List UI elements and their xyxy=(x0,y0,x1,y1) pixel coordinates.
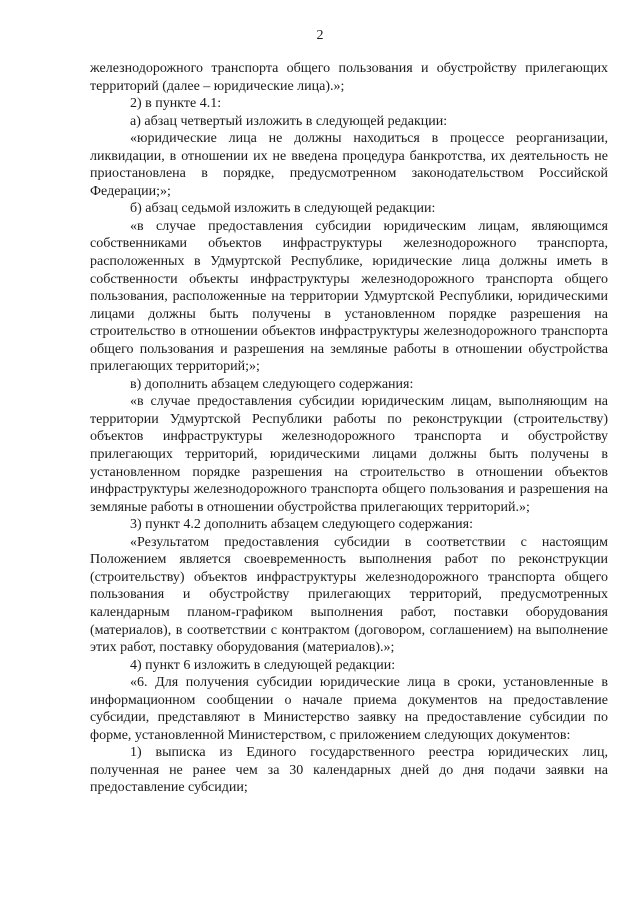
document-body xyxy=(90,60,608,797)
paragraph: «в случае предоставления субсидии юридическим лицам, являющимся собственниками объектов инфраструктуры железнодорожного транспорта, расположенных в Удмуртской Республике, юридические лица должны иметь в собственности объекты инфраструктуры железнодорожного транспорта общего пользования, расположенные на территории Удмуртской Республики, юридическими лицами должны быть получены в установленном порядке разрешения на строительство в отношении объектов инфраструктуры железнодорожного транспорта общего пользования и разрешения на земляные работы в отношении обустройства прилегающих территорий;»; xyxy=(90,218,608,375)
paragraph: 1) выписка из Единого государственного реестра юридических лиц, полученная не ранее чем за 30 календарных дней до дня подачи заявки на предоставление субсидии; xyxy=(90,745,608,796)
paragraph: 4) пункт 6 изложить в следующей редакции: xyxy=(130,657,396,673)
paragraph: 3) пункт 4.2 дополнить абзацем следующего содержания: xyxy=(130,517,473,533)
paragraph: «в случае предоставления субсидии юридическим лицам, выполняющим на территории Удмуртской Республики работы по реконструкции (строительству) объектов инфраструктуры железнодорожного транспорта и обустройству прилегающих территорий, юридическими лицами должны быть получены в установленном порядке разрешения на строительство в отношении объектов инфраструктуры железнодорожного транспорта общего пользования и разрешения на земляные работы в отношении обустройства прилегающих территорий.»; xyxy=(90,394,608,515)
paragraph: б) абзац седьмой изложить в следующей редакции: xyxy=(130,201,436,217)
paragraph: а) абзац четвертый изложить в следующей редакции: xyxy=(130,113,448,129)
paragraph: «6. Для получения субсидии юридические лица в сроки, установленные в информационном сообщении о начале приема документов на предоставление субсидии, представляют в Министерство заявку на предоставление субсидии по форме, установленной Министерством, с приложением следующих документов: xyxy=(90,675,608,743)
paragraph: «юридические лица не должны находиться в процессе реорганизации, ликвидации, в отношении их не введена процедура банкротства, их деятельность не приостановлена в порядке, предусмотренном законодательством Российской Федерации;»; xyxy=(90,131,608,199)
paragraph: «Результатом предоставления субсидии в соответствии с настоящим Положением является своевременность выполнения работ по реконструкции (строительству) объектов инфраструктуры железнодорожного транспорта общего пользования и обустройству прилегающих территорий, предусмотренных календарным планом-графиком выполнения работ, поставки оборудования (материалов), в соответствии с контрактом (договором, соглашением) на выполнение этих работ, поставку оборудования (материалов).»; xyxy=(90,534,608,656)
paragraph: железнодорожного транспорта общего пользования и обустройству прилегающих территорий (далее – юридические лица).»; xyxy=(90,61,608,94)
paragraph: в) дополнить абзацем следующего содержания: xyxy=(130,376,414,392)
paragraph: 2) в пункте 4.1: xyxy=(130,96,222,112)
page-number: 2 xyxy=(316,28,324,43)
